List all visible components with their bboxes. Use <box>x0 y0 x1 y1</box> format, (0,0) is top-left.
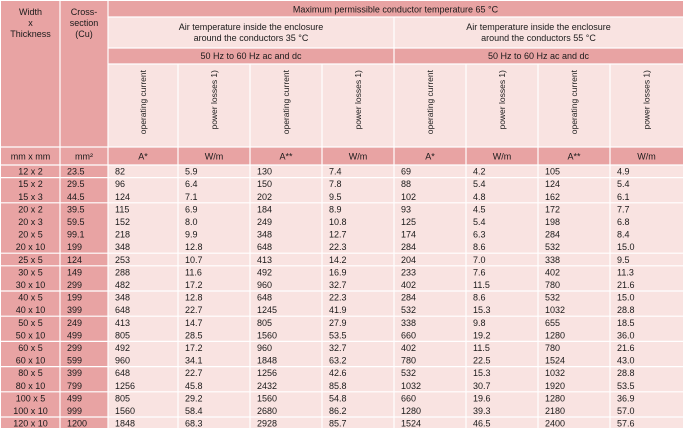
section-cell: 499 <box>67 330 83 341</box>
value-cell: 402 <box>545 267 561 278</box>
value-cell: 8.4 <box>617 229 630 240</box>
value-cell: 7.1 <box>185 191 198 202</box>
section-cell: 599 <box>67 355 83 366</box>
value-cell: 348 <box>115 292 131 303</box>
section-cell: 124 <box>67 254 83 265</box>
value-cell: 805 <box>115 393 131 404</box>
value-cell: 1280 <box>401 406 422 416</box>
value-cell: 82 <box>115 166 126 177</box>
value-cell: 18.5 <box>617 317 635 328</box>
size-cell: 60 x 5 <box>18 343 43 353</box>
value-cell: 198 <box>545 217 561 227</box>
value-cell: 6.9 <box>185 204 198 215</box>
subcol-header: operating current <box>281 70 291 135</box>
value-cell: 960 <box>115 355 131 366</box>
value-cell: 1256 <box>257 368 278 379</box>
subcol-header: operating current <box>425 70 435 135</box>
section-cell: 999 <box>67 406 83 416</box>
size-cell: 50 x 5 <box>18 317 43 328</box>
subcol-header: operating current <box>138 70 148 135</box>
value-cell: 1032 <box>545 368 566 379</box>
value-cell: 5.4 <box>617 179 630 190</box>
value-cell: 9.9 <box>185 229 198 240</box>
section-cell: 39.5 <box>67 204 85 215</box>
value-cell: 6.4 <box>185 179 198 190</box>
header-group-35: Air temperature inside the enclosure <box>178 22 324 32</box>
value-cell: 124 <box>545 179 561 190</box>
group-left-bg <box>1 165 108 178</box>
value-cell: 532 <box>545 292 561 303</box>
value-cell: 1032 <box>401 380 422 391</box>
value-cell: 204 <box>401 254 417 265</box>
value-cell: 46.5 <box>473 418 491 428</box>
value-cell: 54.8 <box>329 393 347 404</box>
value-cell: 284 <box>401 242 417 253</box>
value-cell: 184 <box>257 204 273 215</box>
unit-label: mm x mm <box>10 151 51 162</box>
value-cell: 402 <box>401 280 417 290</box>
value-cell: 172 <box>545 204 561 215</box>
value-cell: 532 <box>401 305 417 316</box>
value-cell: 9.5 <box>617 254 630 265</box>
size-cell: 40 x 5 <box>18 292 43 303</box>
size-cell: 40 x 10 <box>15 305 46 316</box>
value-cell: 7.4 <box>329 166 342 177</box>
section-cell: 44.5 <box>67 191 85 202</box>
value-cell: 15.3 <box>473 368 491 379</box>
value-cell: 1524 <box>401 418 422 428</box>
value-cell: 58.4 <box>185 406 203 416</box>
value-cell: 492 <box>257 267 273 278</box>
section-cell: 299 <box>67 343 83 353</box>
value-cell: 648 <box>257 242 273 253</box>
section-cell: 23.5 <box>67 166 85 177</box>
value-cell: 68.3 <box>185 418 203 428</box>
value-cell: 34.1 <box>185 355 203 366</box>
value-cell: 1280 <box>545 393 566 404</box>
value-cell: 413 <box>115 317 131 328</box>
subcol-header: power losses 1) <box>497 70 507 130</box>
units-row-bg <box>1 147 683 165</box>
value-cell: 124 <box>115 191 131 202</box>
value-cell: 11.5 <box>473 343 490 353</box>
value-cell: 253 <box>115 254 131 265</box>
header-group-55: Air temperature inside the enclosure <box>466 22 611 32</box>
value-cell: 43.0 <box>617 355 635 366</box>
value-cell: 57.6 <box>617 418 635 428</box>
value-cell: 22.3 <box>329 242 347 253</box>
value-cell: 1245 <box>257 305 278 316</box>
value-cell: 960 <box>257 343 273 353</box>
value-cell: 5.4 <box>473 217 486 227</box>
size-cell: 30 x 10 <box>15 280 46 290</box>
value-cell: 36.0 <box>617 330 635 341</box>
value-cell: 14.2 <box>329 254 347 265</box>
value-cell: 96 <box>115 179 126 190</box>
value-cell: 19.2 <box>473 330 491 341</box>
value-cell: 348 <box>115 242 131 253</box>
header-cross-section: (Cu) <box>75 29 93 39</box>
value-cell: 7.8 <box>329 179 342 190</box>
value-cell: 648 <box>115 368 131 379</box>
value-cell: 30.7 <box>473 380 491 391</box>
value-cell: 2928 <box>257 418 278 428</box>
value-cell: 780 <box>545 280 561 290</box>
value-cell: 2432 <box>257 380 278 391</box>
value-cell: 7.0 <box>473 254 486 265</box>
value-cell: 12.8 <box>185 292 203 303</box>
value-cell: 4.8 <box>473 191 486 202</box>
value-cell: 482 <box>115 280 131 290</box>
value-cell: 88 <box>401 179 412 190</box>
size-cell: 80 x 5 <box>18 368 43 379</box>
value-cell: 288 <box>115 267 131 278</box>
value-cell: 7.6 <box>473 267 486 278</box>
value-cell: 22.7 <box>185 368 203 379</box>
value-cell: 15.3 <box>473 305 491 316</box>
header-cross-section: Cross- <box>70 7 98 17</box>
value-cell: 202 <box>257 191 273 202</box>
section-cell: 799 <box>67 380 83 391</box>
subcol-header: power losses 1) <box>209 70 219 130</box>
value-cell: 218 <box>115 229 131 240</box>
value-cell: 105 <box>545 166 561 177</box>
section-cell: 399 <box>67 305 83 316</box>
value-cell: 16.9 <box>329 267 347 278</box>
value-cell: 5.4 <box>473 179 486 190</box>
size-cell: 100 x 10 <box>13 406 48 416</box>
header-max-temp: Maximum permissible conductor temperature 65 °C <box>292 4 499 15</box>
value-cell: 413 <box>257 254 273 265</box>
freq-header-bg <box>108 48 683 64</box>
value-cell: 125 <box>401 217 417 227</box>
value-cell: 150 <box>257 179 273 190</box>
size-cell: 100 x 5 <box>15 393 46 404</box>
size-cell: 15 x 2 <box>18 179 43 190</box>
value-cell: 17.2 <box>185 280 203 290</box>
value-cell: 32.7 <box>329 343 347 353</box>
subcol-header: power losses 1) <box>641 70 652 130</box>
size-cell: 20 x 5 <box>18 229 43 240</box>
section-cell: 1200 <box>67 418 88 428</box>
size-cell: 20 x 3 <box>18 217 43 227</box>
size-cell: 25 x 5 <box>18 254 43 265</box>
value-cell: 4.9 <box>617 166 630 177</box>
section-cell: 199 <box>67 292 83 303</box>
value-cell: 19.6 <box>473 393 491 404</box>
unit-label: A** <box>279 151 293 162</box>
size-cell: 30 x 5 <box>18 267 43 278</box>
value-cell: 14.7 <box>185 317 203 328</box>
value-cell: 284 <box>401 292 417 303</box>
value-cell: 29.2 <box>185 393 203 404</box>
value-cell: 11.5 <box>473 280 490 290</box>
value-cell: 85.7 <box>329 418 347 428</box>
value-cell: 8.0 <box>185 217 198 227</box>
section-cell: 499 <box>67 393 83 404</box>
value-cell: 780 <box>545 343 561 353</box>
section-cell: 99.1 <box>67 229 85 240</box>
size-cell: 120 x 10 <box>13 418 48 428</box>
value-cell: 402 <box>401 343 417 353</box>
value-cell: 28.5 <box>185 330 203 341</box>
value-cell: 960 <box>257 280 273 290</box>
header-freq-2: 50 Hz to 60 Hz ac and dc <box>487 51 590 61</box>
header-width-thickness: x <box>28 18 33 28</box>
value-cell: 9.5 <box>329 191 342 202</box>
value-cell: 28.8 <box>617 368 635 379</box>
unit-label: mm² <box>75 151 93 162</box>
value-cell: 21.6 <box>617 280 635 290</box>
value-cell: 1256 <box>115 380 136 391</box>
subcol-header-bg <box>108 64 683 147</box>
value-cell: 86.2 <box>329 406 347 416</box>
value-cell: 2400 <box>545 418 566 428</box>
value-cell: 1560 <box>257 393 278 404</box>
size-cell: 80 x 10 <box>15 380 46 391</box>
value-cell: 492 <box>115 343 131 353</box>
value-cell: 6.1 <box>617 191 630 202</box>
section-cell: 249 <box>67 317 83 328</box>
value-cell: 12.7 <box>329 229 347 240</box>
value-cell: 4.2 <box>473 166 486 177</box>
value-cell: 21.6 <box>617 343 635 353</box>
subcol-header: operating current <box>569 70 579 135</box>
section-cell: 59.5 <box>67 217 85 227</box>
value-cell: 1560 <box>257 330 278 341</box>
size-cell: 20 x 10 <box>15 242 46 253</box>
value-cell: 805 <box>115 330 131 341</box>
value-cell: 249 <box>257 217 273 227</box>
value-cell: 57.0 <box>617 406 635 416</box>
value-cell: 53.5 <box>617 380 635 391</box>
section-cell: 29.5 <box>67 179 85 190</box>
value-cell: 162 <box>545 191 561 202</box>
group-left-bg <box>1 178 108 203</box>
value-cell: 17.2 <box>185 343 203 353</box>
header-freq-1: 50 Hz to 60 Hz ac and dc <box>200 51 302 61</box>
value-cell: 6.8 <box>617 217 630 227</box>
unit-label: W/m <box>348 151 368 162</box>
value-cell: 93 <box>401 204 412 215</box>
value-cell: 8.6 <box>473 242 486 253</box>
value-cell: 85.8 <box>329 380 347 391</box>
value-cell: 1920 <box>545 380 566 391</box>
value-cell: 1524 <box>545 355 566 366</box>
value-cell: 102 <box>401 191 417 202</box>
value-cell: 115 <box>115 204 130 215</box>
size-cell: 12 x 2 <box>18 166 43 177</box>
value-cell: 780 <box>401 355 417 366</box>
unit-label: W/m <box>492 151 512 162</box>
value-cell: 9.8 <box>473 317 486 328</box>
size-cell: 15 x 3 <box>18 191 43 202</box>
value-cell: 1032 <box>545 305 566 316</box>
section-cell: 149 <box>67 267 83 278</box>
value-cell: 11.6 <box>185 267 202 278</box>
section-cell: 299 <box>67 280 83 290</box>
value-cell: 1848 <box>115 418 136 428</box>
value-cell: 4.5 <box>473 204 486 215</box>
value-cell: 338 <box>545 254 561 265</box>
value-cell: 1560 <box>115 406 136 416</box>
value-cell: 284 <box>545 229 561 240</box>
value-cell: 28.8 <box>617 305 635 316</box>
value-cell: 7.7 <box>617 204 630 215</box>
value-cell: 648 <box>115 305 131 316</box>
section-cell: 399 <box>67 368 83 379</box>
value-cell: 648 <box>257 292 273 303</box>
value-cell: 27.9 <box>329 317 347 328</box>
value-cell: 22.3 <box>329 292 347 303</box>
value-cell: 532 <box>545 242 561 253</box>
value-cell: 22.7 <box>185 305 203 316</box>
header-group-35: around the conductors 35 °C <box>193 33 309 43</box>
group-left-bg <box>1 253 108 266</box>
unit-label: A** <box>567 151 581 162</box>
value-cell: 69 <box>401 166 412 177</box>
value-cell: 8.9 <box>329 204 342 215</box>
value-cell: 2180 <box>545 406 566 416</box>
value-cell: 174 <box>401 229 417 240</box>
value-cell: 660 <box>401 393 417 404</box>
value-cell: 532 <box>401 368 417 379</box>
value-cell: 5.9 <box>185 166 198 177</box>
size-cell: 50 x 10 <box>15 330 46 341</box>
value-cell: 6.3 <box>473 229 486 240</box>
value-cell: 45.8 <box>185 380 203 391</box>
value-cell: 12.8 <box>185 242 203 253</box>
section-cell: 199 <box>67 242 83 253</box>
unit-label: W/m <box>637 151 656 162</box>
value-cell: 11.3 <box>617 267 634 278</box>
size-cell: 60 x 10 <box>15 355 46 366</box>
value-cell: 2680 <box>257 406 278 416</box>
value-cell: 53.5 <box>329 330 347 341</box>
unit-label: W/m <box>204 151 224 162</box>
value-cell: 1280 <box>545 330 566 341</box>
unit-label: A* <box>425 151 435 162</box>
header-width-thickness: Thickness <box>10 29 51 39</box>
value-cell: 805 <box>257 317 273 328</box>
value-cell: 15.0 <box>617 242 635 253</box>
value-cell: 348 <box>257 229 273 240</box>
value-cell: 36.9 <box>617 393 635 404</box>
value-cell: 63.2 <box>329 355 347 366</box>
unit-label: A* <box>138 151 148 162</box>
value-cell: 660 <box>401 330 417 341</box>
value-cell: 10.7 <box>185 254 203 265</box>
value-cell: 10.8 <box>329 217 347 227</box>
value-cell: 32.7 <box>329 280 347 290</box>
value-cell: 152 <box>115 217 131 227</box>
value-cell: 233 <box>401 267 417 278</box>
value-cell: 22.5 <box>473 355 491 366</box>
value-cell: 130 <box>257 166 273 177</box>
value-cell: 39.3 <box>473 406 491 416</box>
header-group-55: around the conductors 55 °C <box>481 33 596 43</box>
header-width-thickness: Width <box>18 7 43 17</box>
value-cell: 15.0 <box>617 292 635 303</box>
value-cell: 338 <box>401 317 417 328</box>
value-cell: 1848 <box>257 355 278 366</box>
value-cell: 655 <box>545 317 561 328</box>
value-cell: 41.9 <box>329 305 347 316</box>
size-cell: 20 x 2 <box>18 204 43 215</box>
header-cross-section: section <box>69 18 99 28</box>
value-cell: 8.6 <box>473 292 486 303</box>
subcol-header: power losses 1) <box>353 70 363 130</box>
value-cell: 42.6 <box>329 368 347 379</box>
